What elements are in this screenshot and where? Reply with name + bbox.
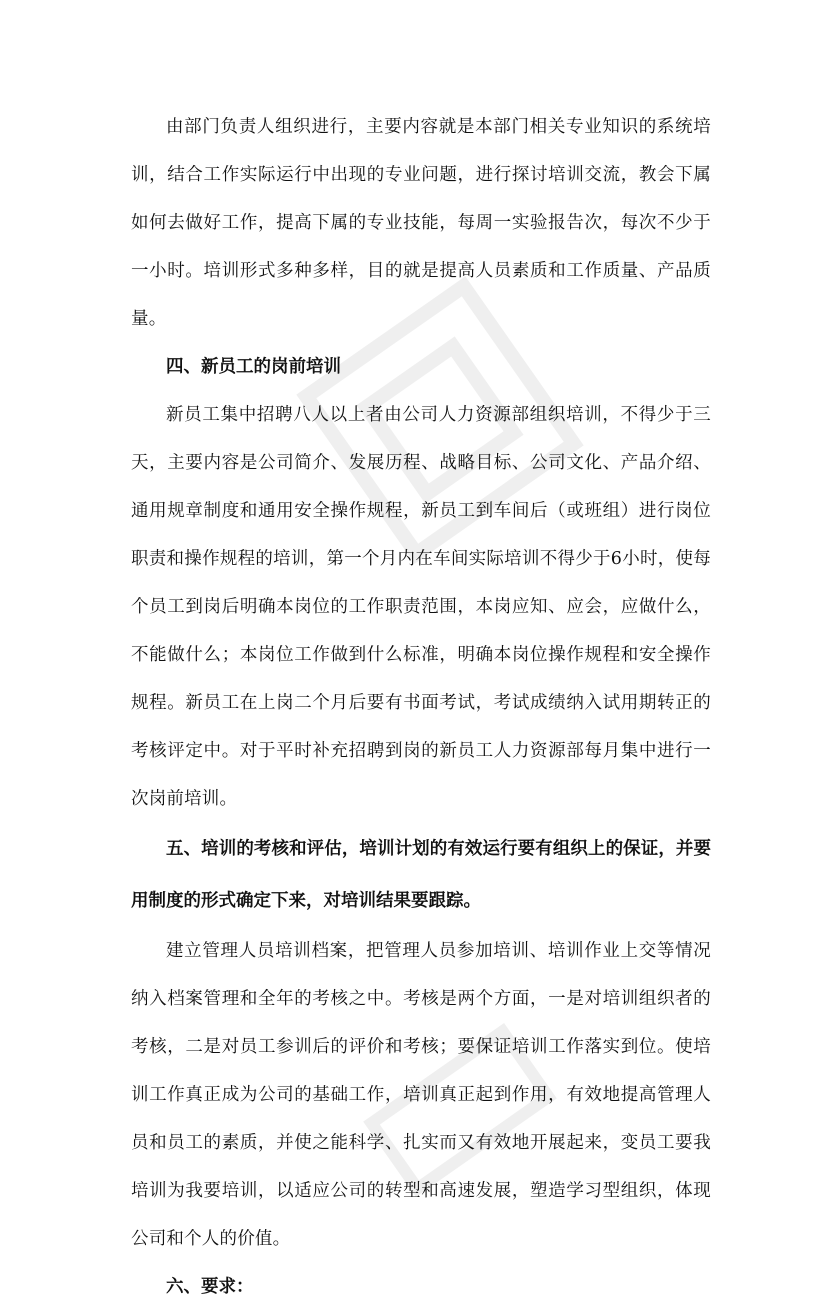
document-body (131, 103, 711, 1311)
paragraph-new-employee-training: 新员工集中招聘八人以上者由公司人力资源部组织培训，不得少于三天，主要内容是公司简介、发展历程、战略目标、公司文化、产品介绍、通用规章制度和通用安全操作规程，新员工到车间后（或班组）进行岗位职责和操作规程的培训，第一个月内在车间实际培训不得少于6小时，使每个员工到岗后明确本岗位的工作职责范围，本岗应知、应会，应做什么，不能做什么；本岗位工作做到什么标准，明确本岗位操作规程和安全操作规程。新员工在上岗二个月后要有书面考试，考试成绩纳入试用期转正的考核评定中。对于平时补充招聘到岗的新员工人力资源部每月集中进行一次岗前培训。 (131, 405, 711, 809)
section-heading-new-employee-training: 四、新员工的岗前培训 (166, 357, 341, 377)
paragraph-department-training: 由部门负责人组织进行，主要内容就是本部门相关专业知识的系统培训，结合工作实际运行中出现的专业问题，进行探讨培训交流，教会下属如何去做好工作，提高下属的专业技能，每周一实验报告次，每次不少于一小时。培训形式多种多样，目的就是提高人员素质和工作质量、产品质量。 (131, 117, 711, 329)
section-heading-assessment: 五、培训的考核和评估，培训计划的有效运行要有组织上的保证，并要用制度的形式确定下来，对培训结果要跟踪。 (131, 839, 711, 911)
paragraph-training-records: 建立管理人员培训档案，把管理人员参加培训、培训作业上交等情况纳入档案管理和全年的考核之中。考核是两个方面，一是对培训组织者的考核，二是对员工参训后的评价和考核；要保证培训工作落实到位。使培训工作真正成为公司的基础工作，培训真正起到作用，有效地提高管理人员和员工的素质，并使之能科学、扎实而又有效地开展起来，变员工要我培训为我要培训，以适应公司的转型和高速发展，塑造学习型组织，体现公司和个人的价值。 (131, 941, 711, 1249)
section-heading-requirements: 六、要求： (166, 1277, 254, 1297)
